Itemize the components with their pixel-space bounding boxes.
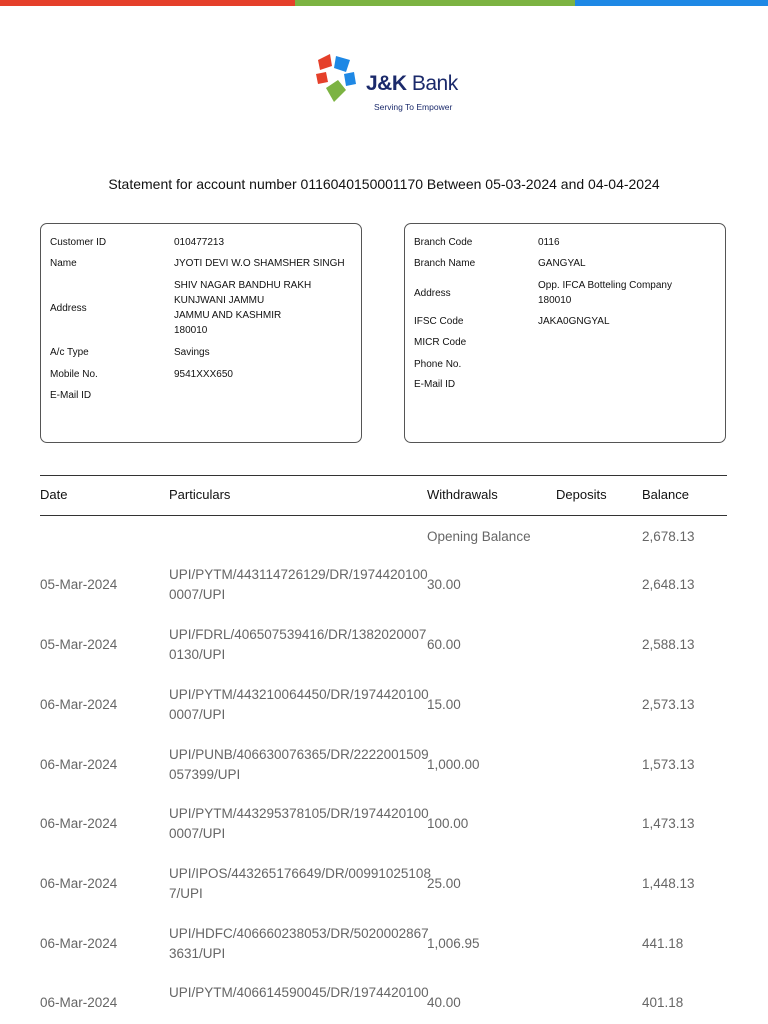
customer-details-box — [40, 223, 362, 443]
row-particulars-line-1: UPI/HDFC/406660238053/DR/5020002867 — [169, 926, 429, 941]
row-particulars-line-2: 7/UPI — [169, 886, 203, 901]
header-balance: Balance — [642, 487, 689, 502]
name-value: JYOTI DEVI W.O SHAMSHER SINGH — [174, 258, 345, 269]
branch-code-value: 0116 — [538, 237, 560, 248]
row-balance: 2,588.13 — [642, 637, 695, 652]
branch-address-label: Address — [414, 288, 451, 299]
top-bar-red — [0, 0, 295, 6]
top-bar-blue — [575, 0, 768, 6]
row-withdrawal: 40.00 — [427, 995, 461, 1010]
row-balance: 2,648.13 — [642, 577, 695, 592]
table-header-rule — [40, 515, 727, 516]
row-date: 05-Mar-2024 — [40, 637, 118, 652]
row-particulars-line-2: 3631/UPI — [169, 946, 226, 961]
address-line-2: KUNJWANI JAMMU — [174, 295, 265, 306]
ifsc-label: IFSC Code — [414, 316, 464, 327]
row-withdrawal: 60.00 — [427, 637, 461, 652]
header-particulars: Particulars — [169, 487, 231, 502]
row-particulars-line-2: 0007/UPI — [169, 707, 226, 722]
row-particulars-line-2: 0007/UPI — [169, 826, 226, 841]
ac-type-value: Savings — [174, 347, 210, 358]
branch-address-line-2: 180010 — [538, 295, 572, 306]
row-date: 06-Mar-2024 — [40, 697, 118, 712]
bank-logo — [312, 50, 462, 116]
phone-label: Phone No. — [414, 359, 462, 370]
address-line-1: SHIV NAGAR BANDHU RAKH — [174, 280, 312, 291]
row-withdrawal: 25.00 — [427, 876, 461, 891]
row-date: 06-Mar-2024 — [40, 936, 118, 951]
row-withdrawal: 30.00 — [427, 577, 461, 592]
row-date: 06-Mar-2024 — [40, 816, 118, 831]
bank-tagline: Serving To Empower — [374, 102, 453, 112]
address-label: Address — [50, 303, 87, 314]
row-balance: 1,473.13 — [642, 816, 695, 831]
header-deposits: Deposits — [556, 487, 607, 502]
row-particulars-line-1: UPI/PUNB/406630076365/DR/2222001509 — [169, 747, 429, 762]
branch-code-label: Branch Code — [414, 237, 473, 248]
row-balance: 441.18 — [642, 936, 684, 951]
branch-address-line-1: Opp. IFCA Botteling Company — [538, 280, 672, 291]
row-particulars-line-1: UPI/FDRL/406507539416/DR/1382020007 — [169, 627, 427, 642]
address-line-4: 180010 — [174, 325, 208, 336]
row-date: 05-Mar-2024 — [40, 577, 118, 592]
bank-name — [366, 72, 458, 96]
bank-logo-mark-icon — [312, 50, 372, 110]
row-balance: 1,448.13 — [642, 876, 695, 891]
address-line-3: JAMMU AND KASHMIR — [174, 310, 282, 321]
table-top-rule — [40, 475, 727, 476]
branch-name-label: Branch Name — [414, 258, 476, 269]
micr-label: MICR Code — [414, 337, 467, 348]
row-withdrawal: 100.00 — [427, 816, 469, 831]
row-balance: 401.18 — [642, 995, 684, 1010]
row-particulars-line-1: UPI/PYTM/443295378105/DR/1974420100 — [169, 806, 429, 821]
row-withdrawal: 15.00 — [427, 697, 461, 712]
row-date: 06-Mar-2024 — [40, 995, 118, 1010]
branch-email-label: E-Mail ID — [414, 379, 456, 390]
row-particulars-line-2: 0007/UPI — [169, 587, 226, 602]
header-withdrawals: Withdrawals — [427, 487, 498, 502]
customer-id-value: 010477213 — [174, 237, 225, 248]
branch-details-box — [404, 223, 726, 443]
row-balance: 1,573.13 — [642, 757, 695, 772]
mobile-label: Mobile No. — [50, 369, 98, 380]
row-particulars-line-1: UPI/PYTM/406614590045/DR/1974420100 — [169, 985, 429, 1000]
branch-name-value: GANGYAL — [538, 258, 586, 269]
top-color-bar — [0, 0, 768, 6]
statement-title: Statement for account number 0116040150001170 Between 05-03-2024 and 04-04-2024 — [108, 176, 660, 192]
row-withdrawal: 1,000.00 — [427, 757, 480, 772]
bank-name-bold: J&K — [366, 72, 407, 95]
ifsc-value: JAKA0GNGYAL — [538, 316, 610, 327]
bank-name-light: Bank — [406, 72, 458, 95]
opening-balance-label: Opening Balance — [427, 529, 531, 544]
row-withdrawal: 1,006.95 — [427, 936, 480, 951]
row-particulars-line-1: UPI/PYTM/443210064450/DR/1974420100 — [169, 687, 429, 702]
row-balance: 2,573.13 — [642, 697, 695, 712]
row-particulars-line-2: 057399/UPI — [169, 767, 241, 782]
customer-id-label: Customer ID — [50, 237, 107, 248]
row-particulars-line-2: 0130/UPI — [169, 647, 226, 662]
row-particulars-line-1: UPI/PYTM/443114726129/DR/1974420100 — [169, 567, 428, 582]
mobile-value: 9541XXX650 — [174, 369, 233, 380]
name-label: Name — [50, 258, 77, 269]
header-date: Date — [40, 487, 68, 502]
opening-balance-value: 2,678.13 — [642, 529, 695, 544]
row-date: 06-Mar-2024 — [40, 757, 118, 772]
row-date: 06-Mar-2024 — [40, 876, 118, 891]
top-bar-green — [295, 0, 575, 6]
row-particulars-line-1: UPI/IPOS/443265176649/DR/00991025108 — [169, 866, 431, 881]
ac-type-label: A/c Type — [50, 347, 89, 358]
customer-email-label: E-Mail ID — [50, 390, 92, 401]
